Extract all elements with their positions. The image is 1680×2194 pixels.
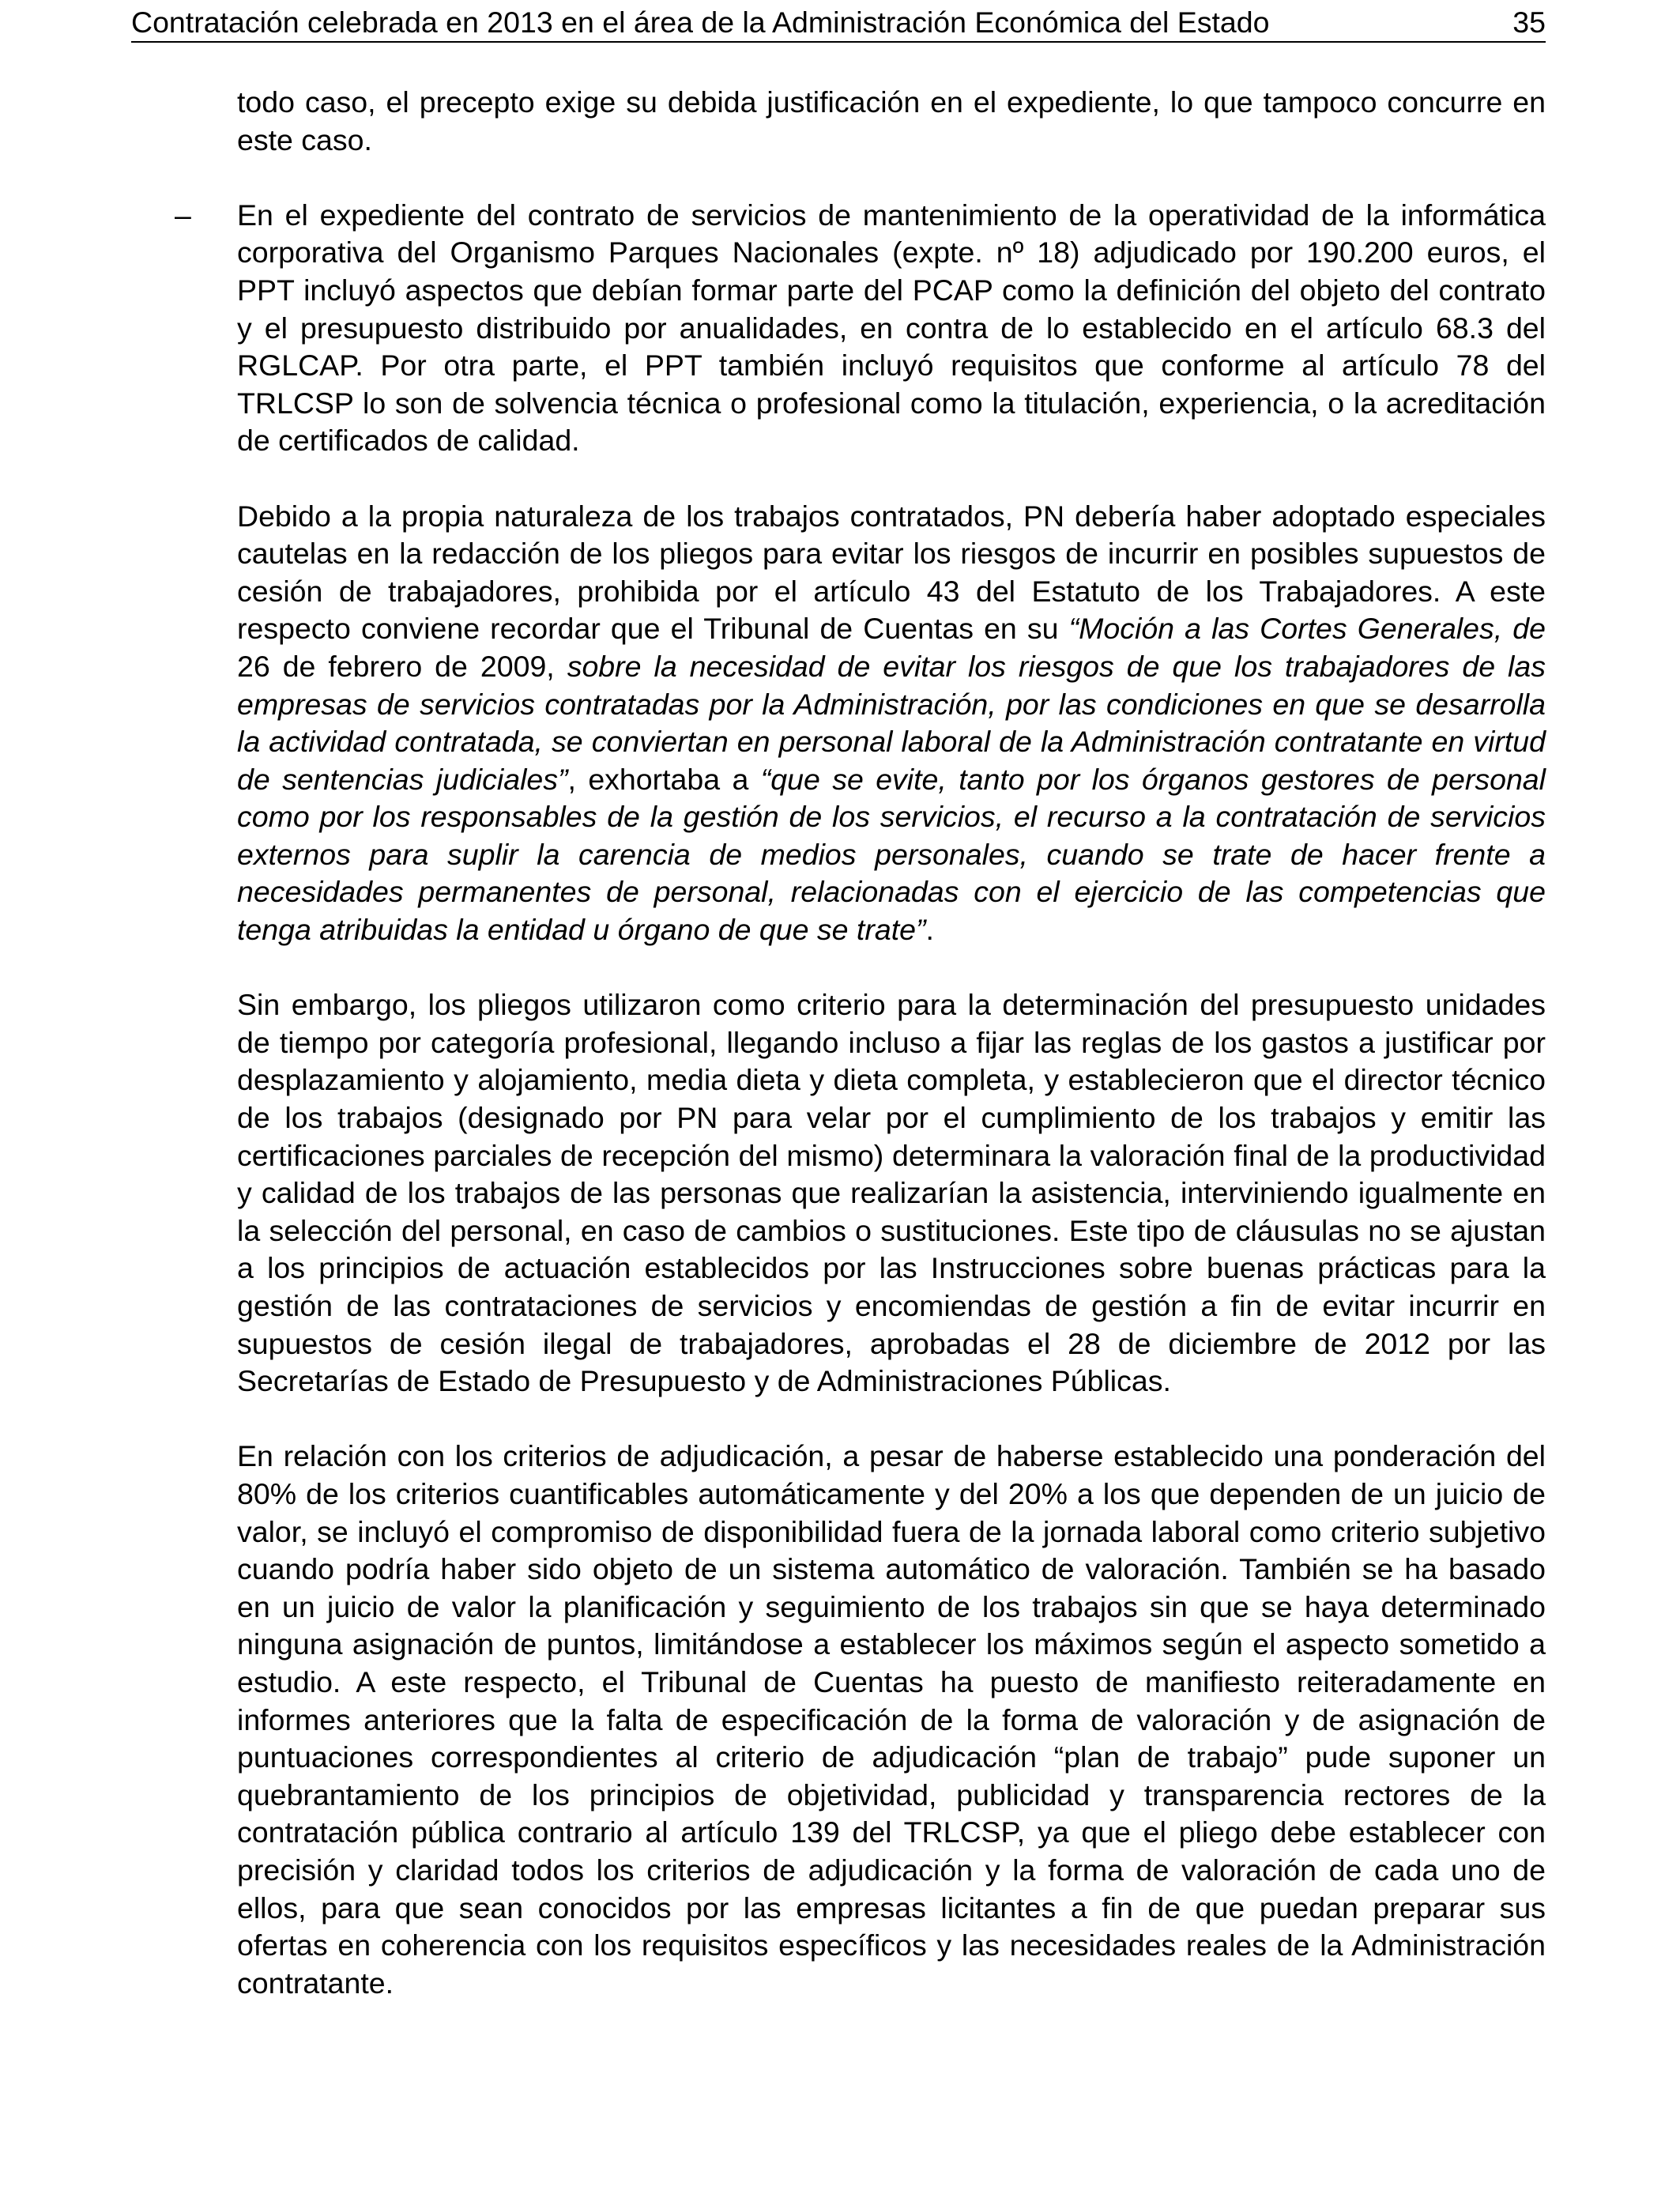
paragraph-pliegos: Sin embargo, los pliegos utilizaron como criterio para la determinación del presupuesto unidades de tiempo por categoría profesional, llegando incluso a fijar las reglas de los gastos a justificar por desplazamiento y alojamiento, media dieta y dieta completa, y establecieron que el director técnico de los trabajos (designado por PN para velar por el cumplimiento de los trabajos y emitir las certificaciones parciales de recepción del mismo) determinara la valoración final de la productividad y calidad de los trabajos de las personas que realizarían la asistencia, interviniendo igualmente en la selección del personal, en caso de cambios o sustituciones. Este tipo de cláusulas no se ajustan a los principios de actuación establecidos por las Instrucciones sobre buenas prácticas para la gestión de las contrataciones de servicios y encomiendas de gestión a fin de evitar incurrir en supuestos de cesión ilegal de trabajadores, aprobadas el 28 de diciembre de 2012 por las Secretarías de Estado de Presupuesto y de Administraciones Públicas. [237,988,1546,1398]
paragraph-bullet-contract: En el expediente del contrato de servicios de mantenimiento de la operatividad de la informática corporativa del Organismo Parques Nacionales (expte. nº 18) adjudicado por 190.200 euros, el PPT incluyó aspectos que debían formar parte del PCAP como la definición del objeto del contrato y el presupuesto distribuido por anualidades, en contra de lo establecido en el artículo 68.3 del RGLCAP. Por otra parte, el PPT también incluyó requisitos que conforme al artículo 78 del TRLCSP lo son de solvencia técnica o profesional como la titulación, experiencia, o la acreditación de certificados de calidad. [237,198,1546,458]
header-title: Contratación celebrada en 2013 en el área de la Administración Económica del Estado [131,6,1270,39]
text-span: Debido a la propia naturaleza de los trabajos contratados, PN debería haber adoptado especiales cautelas en la redacción de los pliegos para evitar los riesgos de incurrir en posibles supuestos de cesión de trabajadores, prohibida por el artículo 43 del Estatuto de los Trabajadores. A este respecto conviene recordar que el Tribunal de Cuentas en su [237,499,1546,646]
text-span: , exhortaba a [567,762,761,796]
page-header [131,3,1546,43]
italic-quote: “Moción a las Cortes Generales, de [1068,612,1546,646]
italic-quote: sobre la necesidad de evitar los riesgos de que los trabajadores de las empresas de servicios contratadas por la Administración, por las condiciones en que se desarrolla la actividad contratada, se conviertan en personal laboral de la Administración contratante en virtud de sentencias judiciales” [237,649,1546,796]
text-span: . [925,913,934,947]
paragraph-continuation: todo caso, el precepto exige su debida justificación en el expediente, lo que tampoco concurre en este caso. [237,85,1546,156]
paragraph-cesion-trabajadores [237,498,1546,949]
bullet-item [175,197,1546,460]
text-span: 26 de febrero de 2009, [237,649,567,683]
bullet-dash: – [175,198,191,232]
italic-quote: “que se evite, tanto por los órganos gestores de personal como por los responsables de la gestión de los servicios, el recurso a la contratación de servicios externos para suplir la carencia de medios personales, cuando se trate de hacer frente a necesidades permanentes de personal, relacionadas con el ejercicio de las competencias que tenga atribuidas la entidad u órgano de que se trate” [237,762,1546,947]
document-body [175,84,1546,2002]
page-number: 35 [1512,6,1546,39]
paragraph-criterios-adjudicacion: En relación con los criterios de adjudicación, a pesar de haberse establecido una ponderación del 80% de los criterios cuantificables automáticamente y del 20% a los que dependen de un juicio de valor, se incluyó el compromiso de disponibilidad fuera de la jornada laboral como criterio subjetivo cuando podría haber sido objeto de un sistema automático de valoración. También se ha basado en un juicio de valor la planificación y seguimiento de los trabajos sin que se haya determinado ninguna asignación de puntos, limitándose a establecer los máximos según el aspecto sometido a estudio. A este respecto, el Tribunal de Cuentas ha puesto de manifiesto reiteradamente en informes anteriores que la falta de especificación de la forma de valoración y de asignación de puntuaciones correspondientes al criterio de adjudicación “plan de trabajo” pude suponer un quebrantamiento de los principios de objetividad, publicidad y transparencia rectores de la contratación pública contrario al artículo 139 del TRLCSP, ya que el pliego debe establecer con precisión y claridad todos los criterios de adjudicación y la forma de valoración de cada uno de ellos, para que sean conocidos por las empresas licitantes a fin de que puedan preparar sus ofertas en coherencia con los requisitos específicos y las necesidades reales de la Administración contratante. [237,1439,1546,2000]
